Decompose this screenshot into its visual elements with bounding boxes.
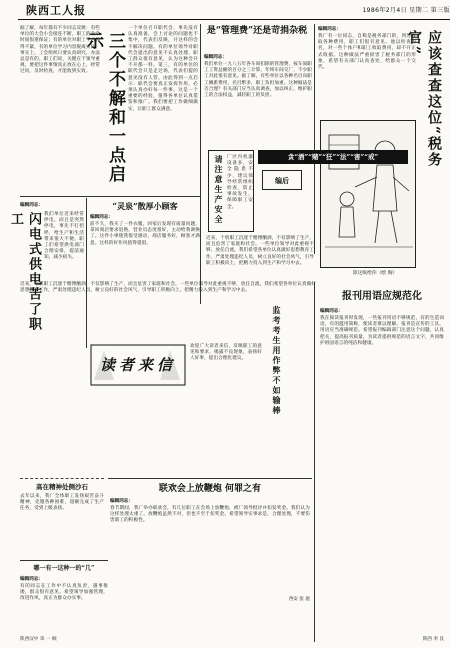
headline-article-text: 一个单位召开职代会，事先没有认真准备，会上讨论的问题也不集中，代表们反映，开这样的会不解决问题。有的单位领导对职代会提出的意见不认真处理，职工群众很有意见，认为这种会开不开都一样。第三，有的单位的职代会只是走过场，代表们提的意见没有人管。由此得到一点启示：职代会要真正发挥作用，必须认真办好每一件事。这是一个重要的经验，值得各单位认真借鉴和推广。我们要把工作做细做实，让职工群众满意。 (128, 26, 198, 112)
guanlifei-byline: 编辑同志： (204, 55, 227, 60)
yinggai-headline: 应该查查这位“税务官” (406, 30, 442, 169)
masthead-title: 陕西工人报 (26, 4, 86, 17)
cartoon-image (320, 120, 416, 268)
nayi-byline: 编辑同志： (20, 577, 43, 582)
gaozhan-headline: 高在精神处侧沙石 (36, 483, 88, 491)
reader-letters-title: 读者来信 (99, 356, 176, 374)
col1-top-text: 据了解，每年都有不少同志反映：有些单位的大会小会接连不断，职工的业余时间很难保证；有的单位对职工学习抓得不紧，有的单位学习内容脱离实际。事实上，工会组织只要认真研究，办法总是有的。职工们说，关键在于领导重视，要把这件事情真正放在心上，经常过问，及时检查，才能收到实效。 (20, 26, 100, 75)
safety-headline: 请注意生产安全 (214, 155, 224, 225)
cartoon-drawing (321, 121, 417, 261)
signoff-mid: 西安 张 庭 (288, 597, 310, 602)
yinggai-byline: 编辑同志： (318, 27, 341, 32)
gaozhan-text: 去年以来，我厂全体职工发扬艰苦奋斗精神，克服各种困难，超额完成了生产任务，受到上级表扬。 (20, 494, 104, 512)
reader-letters-text: 欢迎广大读者来信，反映职工的意见和要求，揭露不良现象，表扬好人好事，提出合理化建议。 (190, 344, 262, 362)
column-divider (86, 198, 87, 348)
lingquan-text: 前不久，我买了一件衣服，回家后发现有质量问题，拿回商店要求退换，营业员态度很好，主动给我调换了。这件小事使我很受感动，商店服务好，顾客才满意。这样的好作风值得提倡。 (90, 222, 200, 246)
signoff-right: 陕西 李 良 (422, 637, 444, 642)
jingjie-text: 近来，个别职工沉迷于赌博酗酒，不仅影响了生产，而且危害了家庭和社会。一些单位领导对此重视不够，放任自流。我们希望各单位认真做好思想教育工作，严肃处理违纪人员，树立良好的社会风气，引导职工积极向上，把精力投入到生产和学习中去。 (206, 236, 314, 266)
lingquan-headline: “灵泉”散厚小顾客 (112, 201, 178, 211)
column-divider (200, 24, 201, 304)
baokan-byline: 编辑同志： (320, 309, 343, 314)
lingquan-byline: 编辑同志： (90, 215, 113, 220)
section-rule (108, 478, 312, 479)
cartoon-caption: 算这账给你（绘 陶） (352, 271, 398, 276)
masthead-rule (18, 19, 450, 21)
safety-text: 厂区内机器设备多，安全隐患不少，建议领导经常组织检查，防止事故发生，保障职工安全。 (227, 155, 253, 210)
nayi-text: 有的同志在工作中不认真负责，遇事推诿，群众很有意见。希望领导加强管理，改进作风，真正为群众办实事。 (20, 584, 108, 602)
jingjie-banner: 贪“酒”“赌”“狂”“法”“害”“戒” (258, 150, 408, 164)
jingjie-continued-text: 近来，个别职工沉迷于赌博酗酒，不仅影响了生产，而且危害了家庭和社会。一些单位领导对此重视不够，放任自流。我们希望各单位认真做好思想教育工作，严肃处理违纪人员，树立良好的社会风气，引导职工积极向上，把精力投入到生产和学习中去。 (20, 282, 316, 294)
column-divider (314, 24, 315, 254)
masthead-date: 1986年2月4日 星期二 第三版 (362, 7, 450, 14)
editor-note-badge: 编后 (262, 170, 302, 190)
nayi-headline: 哪一有一这种一的“几” (33, 565, 95, 572)
signoff-left: 陕西汉中 章 一 顾 (20, 637, 57, 642)
baokan-headline: 报刊用语应规范化 (342, 291, 422, 302)
lianhuan-text: 春节期间，我厂举办联欢会，有几位职工在会场上放鞭炮，被厂领导批评并扣发奖金。我们认为这样处理太重了。放鞭炮虽然不对，但也不至于扣奖金。希望领导实事求是，合理处理，不要伤害职工的积极性。 (110, 506, 310, 524)
jiance-headline: 监考考生用作弊不如输棒 (272, 306, 282, 416)
yinggai-text: 我厂有一位同志，自称是税务部门的，到处收取各种费用，职工们很有意见。他以检查为名，对一些个体户和职工收取费用，却不开正式收据。这种做法严重损害了税务部门的形象，希望有关部门认真查处，给群众一个交代。 (318, 34, 416, 71)
gongdian-text: 我们单位近来经常停电，而且是突然停电，事先不打招呼，给生产和生活带来很大不便。职工们希望供电部门合理安排，提前通知，减少损失。 (44, 212, 84, 261)
section-rule (20, 478, 104, 479)
column-divider (314, 282, 315, 642)
guanlifei-text: 我们单位一九八五年各车间扣除的管理费，按车间职工工资总额的百分之三计算，年终车间交厂，不少职工对此很有意见。据了解，有些单位以各种名目向职工摊派费用，名目繁多，职工负担加重。这种做法是否合理？有关部门应当认真调查，加以纠正，维护职工的合法权益，减轻职工的负担。 (204, 62, 312, 99)
reader-letters-logo (90, 344, 186, 386)
section-rule (20, 196, 200, 197)
gongdian-headline: 闪电式供电苦了职工 (8, 212, 41, 332)
lianhuan-byline: 编辑同志： (110, 499, 133, 504)
guanlifei-headline: 是“管理费”还是苛捐杂税 (206, 26, 308, 36)
section-rule (20, 560, 108, 561)
headline-vertical: 三个不解和一点启示 (83, 32, 125, 184)
safety-box (208, 150, 254, 232)
gongdian-byline: 编辑同志： (20, 203, 43, 208)
lianhuan-headline: 联欢会上放鞭炮 何罪之有 (158, 484, 262, 494)
baokan-text: 我在阅读报刊时发现，一些报刊用语不够规范，有的生造词语，有的滥用简称，使读者难以理解。报刊是宣传的工具，用语应当准确规范。希望报刊编辑部门注意这个问题，认真把关，提高报刊质量，为读者提供规范的语言文字，共同维护祖国语言的纯洁和健康。 (320, 316, 444, 346)
